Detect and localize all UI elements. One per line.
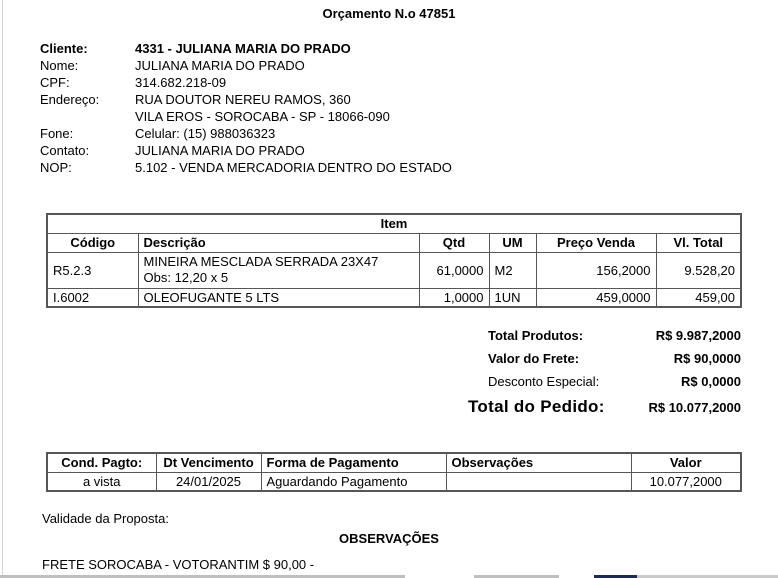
desconto-especial-value: R$ 0,0000	[681, 374, 741, 389]
payment-table-header-row	[47, 453, 741, 472]
client-value: RUA DOUTOR NEREU RAMOS, 360	[135, 92, 351, 107]
totals-block	[468, 328, 741, 423]
client-value: 4331 - JULIANA MARIA DO PRADO	[135, 41, 351, 56]
client-row-cliente	[40, 40, 452, 57]
client-row-nop	[40, 159, 452, 176]
client-value: JULIANA MARIA DO PRADO	[135, 58, 305, 73]
items-table-caption: Item	[47, 214, 741, 233]
client-label: CPF:	[40, 75, 70, 90]
items-header-qtd: Qtd	[419, 233, 489, 252]
client-row-endereco-line2	[40, 108, 452, 125]
total-pedido-value: R$ 10.077,2000	[648, 400, 741, 415]
payment-cell-valor: 10.077,2000	[631, 472, 741, 491]
item-cell-codigo: R5.2.3	[47, 252, 138, 288]
client-row-fone	[40, 125, 452, 142]
payment-cell-observacoes	[446, 472, 631, 491]
item-descricao-obs: Obs: 12,20 x 5	[143, 270, 229, 285]
item-cell-descricao	[138, 252, 419, 288]
validade-proposta-label: Validade da Proposta:	[42, 511, 169, 526]
item-cell-qtd: 1,0000	[419, 288, 489, 307]
client-value: 314.682.218-09	[135, 75, 227, 90]
payment-header-forma-pagamento: Forma de Pagamento	[261, 453, 446, 472]
items-header-um: UM	[489, 233, 536, 252]
desconto-especial-label: Desconto Especial:	[488, 374, 600, 389]
item-cell-qtd: 61,0000	[419, 252, 489, 288]
items-table-caption-row	[47, 214, 741, 233]
total-produtos-value: R$ 9.987,2000	[655, 328, 741, 343]
table-row	[47, 288, 741, 307]
client-value: Celular: (15) 988036323	[135, 126, 276, 141]
item-cell-preco: 459,0000	[536, 288, 656, 307]
payment-cell-dt-vencimento: 24/01/2025	[156, 472, 261, 491]
observacoes-text: FRETE SOROCABA - VOTORANTIM $ 90,00 -	[42, 557, 315, 572]
table-row	[47, 472, 741, 491]
valor-frete-row	[468, 351, 741, 374]
total-produtos-label: Total Produtos:	[488, 328, 584, 343]
valor-frete-value: R$ 90,0000	[673, 351, 741, 366]
payment-cell-cond-pagto: a vista	[47, 472, 156, 491]
item-descricao-text: MINEIRA MESCLADA SERRADA 23X47	[143, 254, 379, 269]
payment-header-valor: Valor	[631, 453, 741, 472]
items-header-descricao: Descrição	[138, 233, 419, 252]
client-label: NOP:	[40, 160, 72, 175]
client-info-block	[40, 40, 452, 176]
client-row-cpf	[40, 74, 452, 91]
payment-cell-forma-pagamento: Aguardando Pagamento	[261, 472, 446, 491]
client-label: Contato:	[40, 143, 90, 158]
items-table-header-row	[47, 233, 741, 252]
table-row	[47, 252, 741, 288]
client-value: VILA EROS - SOROCABA - SP - 18066-090	[135, 109, 390, 124]
client-value: 5.102 - VENDA MERCADORIA DENTRO DO ESTADO	[135, 160, 452, 175]
items-header-total: Vl. Total	[656, 233, 741, 252]
client-label: Nome:	[40, 58, 79, 73]
client-label: Fone:	[40, 126, 74, 141]
payment-header-observacoes: Observações	[446, 453, 631, 472]
payment-table	[46, 452, 742, 492]
total-produtos-row	[468, 328, 741, 351]
items-header-preco: Preço Venda	[536, 233, 656, 252]
item-cell-preco: 156,2000	[536, 252, 656, 288]
item-cell-codigo: I.6002	[47, 288, 138, 307]
items-table	[46, 213, 742, 308]
page-left-edge-divider	[2, 0, 3, 578]
client-label: Cliente:	[40, 41, 88, 56]
item-cell-um: 1UN	[489, 288, 536, 307]
client-row-nome	[40, 57, 452, 74]
client-row-contato	[40, 142, 452, 159]
item-cell-total: 9.528,20	[656, 252, 741, 288]
total-pedido-label: Total do Pedido:	[468, 397, 605, 416]
page-title: Orçamento N.o 47851	[322, 6, 456, 21]
payment-header-dt-vencimento: Dt Vencimento	[156, 453, 261, 472]
observacoes-title: OBSERVAÇÕES	[339, 531, 439, 546]
valor-frete-label: Valor do Frete:	[488, 351, 580, 366]
client-label: Endereço:	[40, 92, 100, 107]
client-value: JULIANA MARIA DO PRADO	[135, 143, 305, 158]
item-cell-total: 459,00	[656, 288, 741, 307]
item-cell-descricao: OLEOFUGANTE 5 LTS	[138, 288, 419, 307]
client-row-endereco	[40, 91, 452, 108]
total-pedido-row	[468, 397, 741, 423]
payment-header-cond-pagto: Cond. Pagto:	[47, 453, 156, 472]
client-label-spacer	[40, 108, 135, 125]
desconto-especial-row	[468, 374, 741, 397]
items-header-codigo: Código	[47, 233, 138, 252]
item-cell-um: M2	[489, 252, 536, 288]
